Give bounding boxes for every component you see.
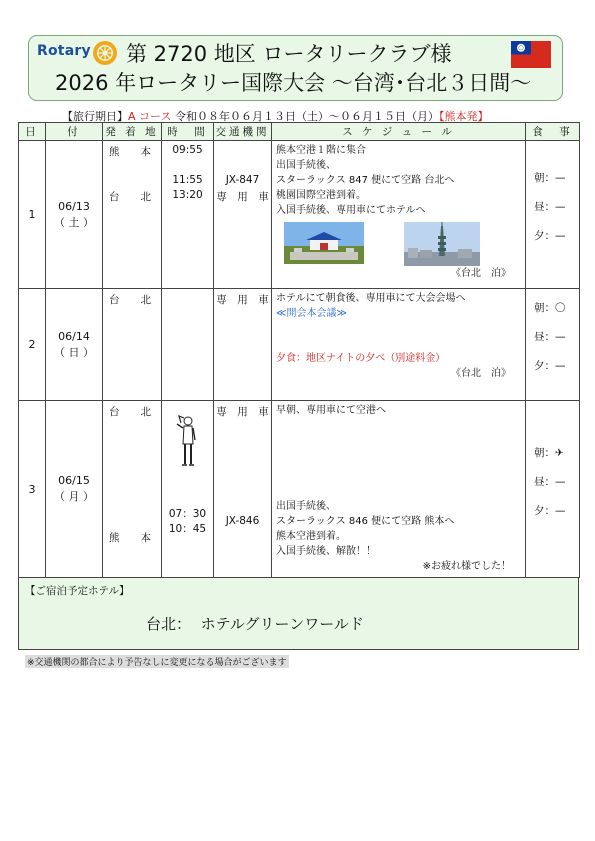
place-text: 熊 本: [109, 146, 151, 158]
place-cell: [103, 401, 162, 578]
photo-group: [276, 222, 521, 266]
taiwan-flag-icon: [511, 41, 551, 68]
travel-period-label: 【旅行期日】: [62, 110, 128, 123]
date-text: 06/15: [58, 474, 90, 487]
header-day: 日: [19, 123, 46, 141]
course-label: A コース: [128, 110, 172, 123]
date-text: 06/14: [58, 329, 90, 343]
taipei-101-photo: [404, 222, 480, 266]
weekday-text: （ 日 ）: [54, 345, 94, 359]
event-text: ≪開会本会議≫: [276, 308, 347, 319]
table-row: [19, 141, 580, 289]
lunch-text: 昼：—: [534, 331, 566, 343]
rotary-wheel-icon: [92, 40, 118, 66]
lunch-text: 昼：—: [534, 201, 566, 213]
weekday-text: （ 月 ）: [54, 490, 94, 503]
time-cell: [162, 289, 214, 401]
place-text: 台 北: [109, 294, 151, 306]
saluting-person-icon: [175, 414, 201, 468]
transport-text: JX-846: [225, 515, 260, 527]
time-cell: [162, 401, 214, 578]
table-row: [19, 401, 580, 578]
date-text: 06/13: [58, 199, 90, 213]
schedule-text: 熊本空港１階に集合: [276, 145, 366, 156]
time-cell: [162, 141, 214, 289]
time-text: 07：30: [168, 508, 207, 520]
day-number: 1: [19, 141, 46, 289]
place-text: 台 北: [109, 191, 151, 203]
day-number: 2: [19, 289, 46, 401]
day-date: [46, 141, 103, 289]
schedule-text: ホテルにて朝食後、専用車にて大会会場へ: [276, 293, 466, 304]
transport-text: 専 用 車: [216, 191, 269, 203]
time-text: 13:20: [172, 189, 203, 201]
hotel-section: [18, 577, 579, 650]
schedule-text: 熊本空港到着。: [276, 531, 346, 542]
day-number: 3: [19, 401, 46, 578]
stay-text: 《台北 泊》: [451, 268, 511, 279]
time-text: 11:55: [172, 174, 203, 186]
schedule-text: スターラックス 847 便にて空路 台北へ: [276, 175, 455, 186]
transport-text: 専 用 車: [216, 406, 269, 418]
meal-cell: [526, 289, 580, 401]
closing-text: ※お疲れ様でした！: [422, 561, 511, 572]
meal-cell: [526, 141, 580, 289]
breakfast-text: 朝：—: [534, 172, 566, 184]
rotary-logo-text: Rotary: [37, 43, 91, 59]
travel-dates: 令和０８年０６月１３日（土）〜０６月１５日（月）: [174, 110, 439, 123]
departure-label: 【熊本発】: [438, 110, 489, 123]
hotel-heading: 【ご宿泊予定ホテル】: [25, 585, 130, 597]
table-header-row: [19, 123, 580, 141]
day-date: [46, 289, 103, 401]
schedule-text: 入国手続後、専用車にてホテルへ: [276, 205, 426, 216]
schedule-text: 早朝、専用車にて空港へ: [276, 405, 386, 416]
lunch-text: 昼：—: [534, 475, 566, 488]
time-text: 10：45: [168, 523, 207, 535]
schedule-cell: [272, 401, 526, 578]
hotel-name: ホテルグリーンワールド: [200, 615, 364, 633]
schedule-cell: [272, 141, 526, 289]
schedule-text: スターラックス 846 便にて空路 熊本へ: [276, 516, 455, 527]
header-time: 時 間: [162, 123, 214, 141]
weekday-text: （ 土 ）: [54, 215, 94, 229]
breakfast-text: 朝：✈: [534, 446, 564, 459]
header-transport: 交通機関: [214, 123, 272, 141]
dinner-note: 夕食：地区ナイトの夕べ（別途料金）: [276, 353, 446, 364]
footnote: ※交通機関の都合により予告なしに変更になる場合がございます: [25, 655, 289, 668]
breakfast-text: 朝：〇: [534, 302, 566, 314]
place-cell: [103, 289, 162, 401]
header-place: 発 着 地: [103, 123, 162, 141]
dinner-text: 夕：—: [534, 504, 566, 517]
schedule-text: 出国手続後、: [276, 501, 336, 512]
header-date: 付: [46, 123, 103, 141]
place-text: 台 北: [109, 406, 151, 418]
page-title-line2: 2026 年ロータリー国際大会 〜台湾･台北３日間〜: [55, 71, 532, 95]
schedule-text: 入国手続後、解散！！: [276, 546, 376, 557]
dinner-text: 夕：—: [534, 360, 566, 372]
hotel-city: 台北：: [146, 615, 192, 633]
itinerary-table: [18, 122, 580, 578]
schedule-text: 出国手続後、: [276, 160, 336, 171]
transport-cell: [214, 401, 272, 578]
memorial-hall-photo: [284, 222, 364, 264]
transport-cell: [214, 289, 272, 401]
transport-cell: [214, 141, 272, 289]
schedule-text: 桃園国際空港到着。: [276, 190, 366, 201]
place-text: 熊 本: [109, 532, 151, 544]
dinner-text: 夕：—: [534, 230, 566, 242]
schedule-cell: [272, 289, 526, 401]
transport-text: JX-847: [225, 174, 260, 186]
meal-cell: [526, 401, 580, 578]
time-text: 09:55: [172, 144, 203, 156]
table-row: [19, 289, 580, 401]
header-schedule: ス ケ ジ ュ ー ル: [272, 123, 526, 141]
place-cell: [103, 141, 162, 289]
header-meals: 食 事: [526, 123, 580, 141]
stay-text: 《台北 泊》: [451, 368, 511, 379]
day-date: [46, 401, 103, 578]
hotel-name-line: [146, 613, 364, 634]
transport-text: 専 用 車: [216, 294, 269, 306]
page-title-line1: 第 2720 地区 ロータリークラブ様: [126, 42, 452, 66]
